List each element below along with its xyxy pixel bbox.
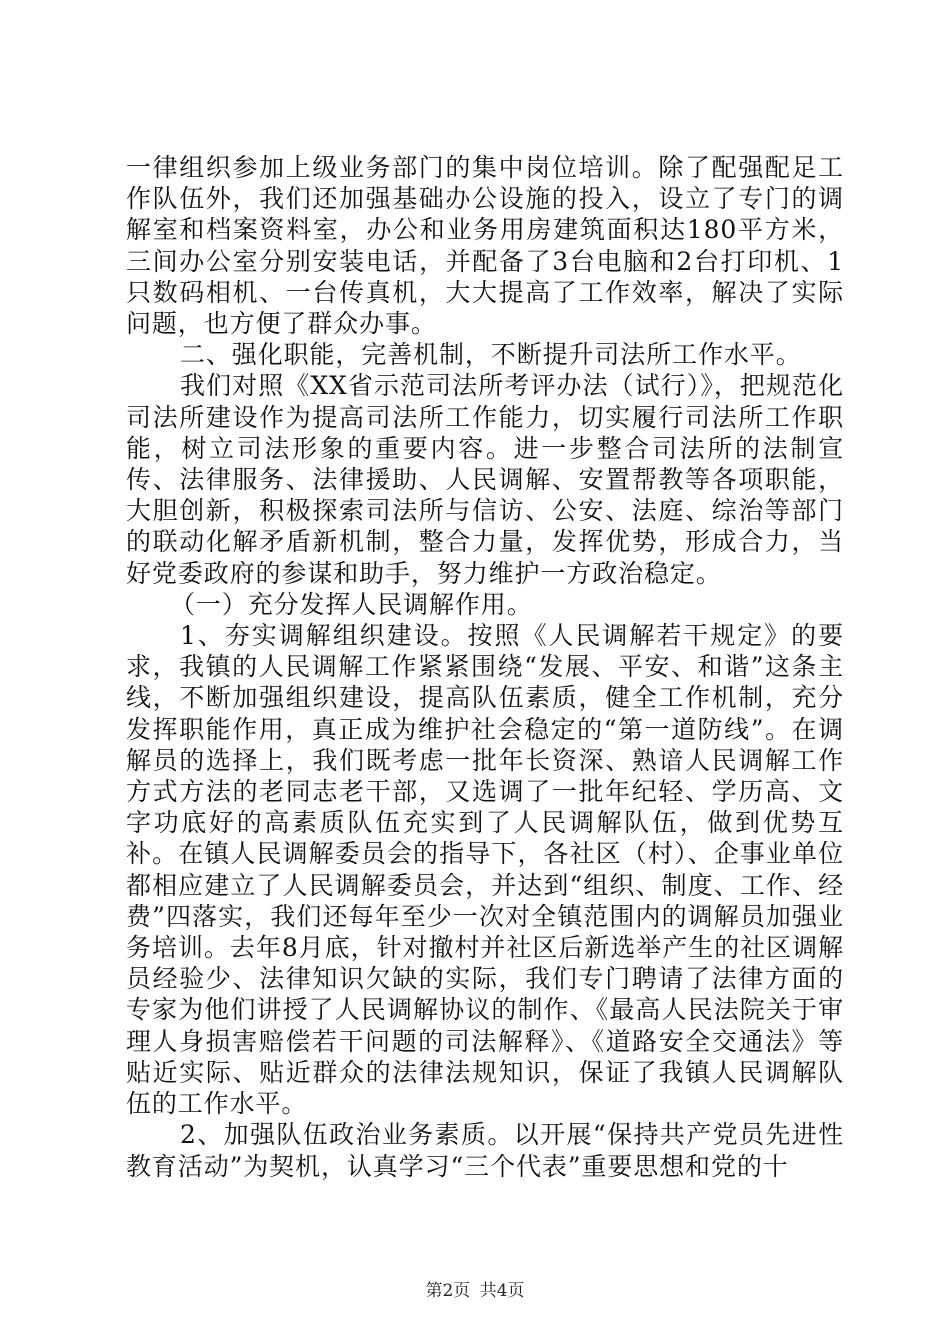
page-total: 共4页 (479, 1281, 525, 1301)
paragraph-team-quality: 2、加强队伍政治业务素质。以开展“保持共产党员先进性教育活动”为契机，认真学习“三个代表”重要思想和党的十 (126, 1120, 844, 1181)
heading-section-two: 二、强化职能，完善机制，不断提升司法所工作水平。 (180, 340, 802, 370)
page-footer (0, 1276, 950, 1301)
heading-subsection-one: （一）充分发挥人民调解作用。 (170, 589, 533, 619)
document-body (126, 152, 844, 1182)
paragraph-facilities: 一律组织参加上级业务部门的集中岗位培训。除了配强配足工作队伍外，我们还加强基础办公设施的投入，设立了专门的调解室和档案资料室，办公和业务用房建筑面积达180平方米，三间办公室分别安装电话，并配备了3台电脑和2台打印机、1只数码相机、一台传真机，大大提高了工作效率，解决了实际问题，也方便了群众办事。 (126, 153, 844, 339)
paragraph-standards: 我们对照《XX省示范司法所考评办法（试行）》，把规范化司法所建设作为提高司法所工作能力，切实履行司法所工作职能，树立司法形象的重要内容。进一步整合司法所的法制宣传、法律服务、法律援助、人民调解、安置帮教等各项职能，大胆创新，积极探索司法所与信访、公安、法庭、综治等部门的联动化解矛盾新机制，整合力量，发挥优势，形成合力，当好党委政府的参谋和助手，努力维护一方政治稳定。 (126, 371, 844, 588)
paragraph-mediation-organization: 1、夯实调解组织建设。按照《人民调解若干规定》的要求，我镇的人民调解工作紧紧围绕“发展、平安、和谐”这条主线，不断加强组织建设，提高队伍素质，健全工作机制，充分发挥职能作用，真正成为维护社会稳定的“第一道防线”。在调解员的选择上，我们既考虑一批年长资深、熟谙人民调解工作方式方法的老同志老干部，又选调了一批年纪轻、学历高、文字功底好的高素质队伍充实到了人民调解队伍，做到优势互补。在镇人民调解委员会的指导下，各社区（村）、企事业单位都相应建立了人民调解委员会，并达到“组织、制度、工作、经费”四落实，我们还每年至少一次对全镇范围内的调解员加强业务培训。去年8月底，针对撤村并社区后新选举产生的社区调解员经验少、法律知识欠缺的实际，我们专门聘请了法律方面的专家为他们讲授了人民调解协议的制作、《最高人民法院关于审理人身损害赔偿若干问题的司法解释》、《道路安全交通法》等贴近实际、贴近群众的法律法规知识，保证了我镇人民调解队伍的工作水平。 (126, 621, 844, 1119)
page-number: 第2页 (425, 1281, 471, 1301)
